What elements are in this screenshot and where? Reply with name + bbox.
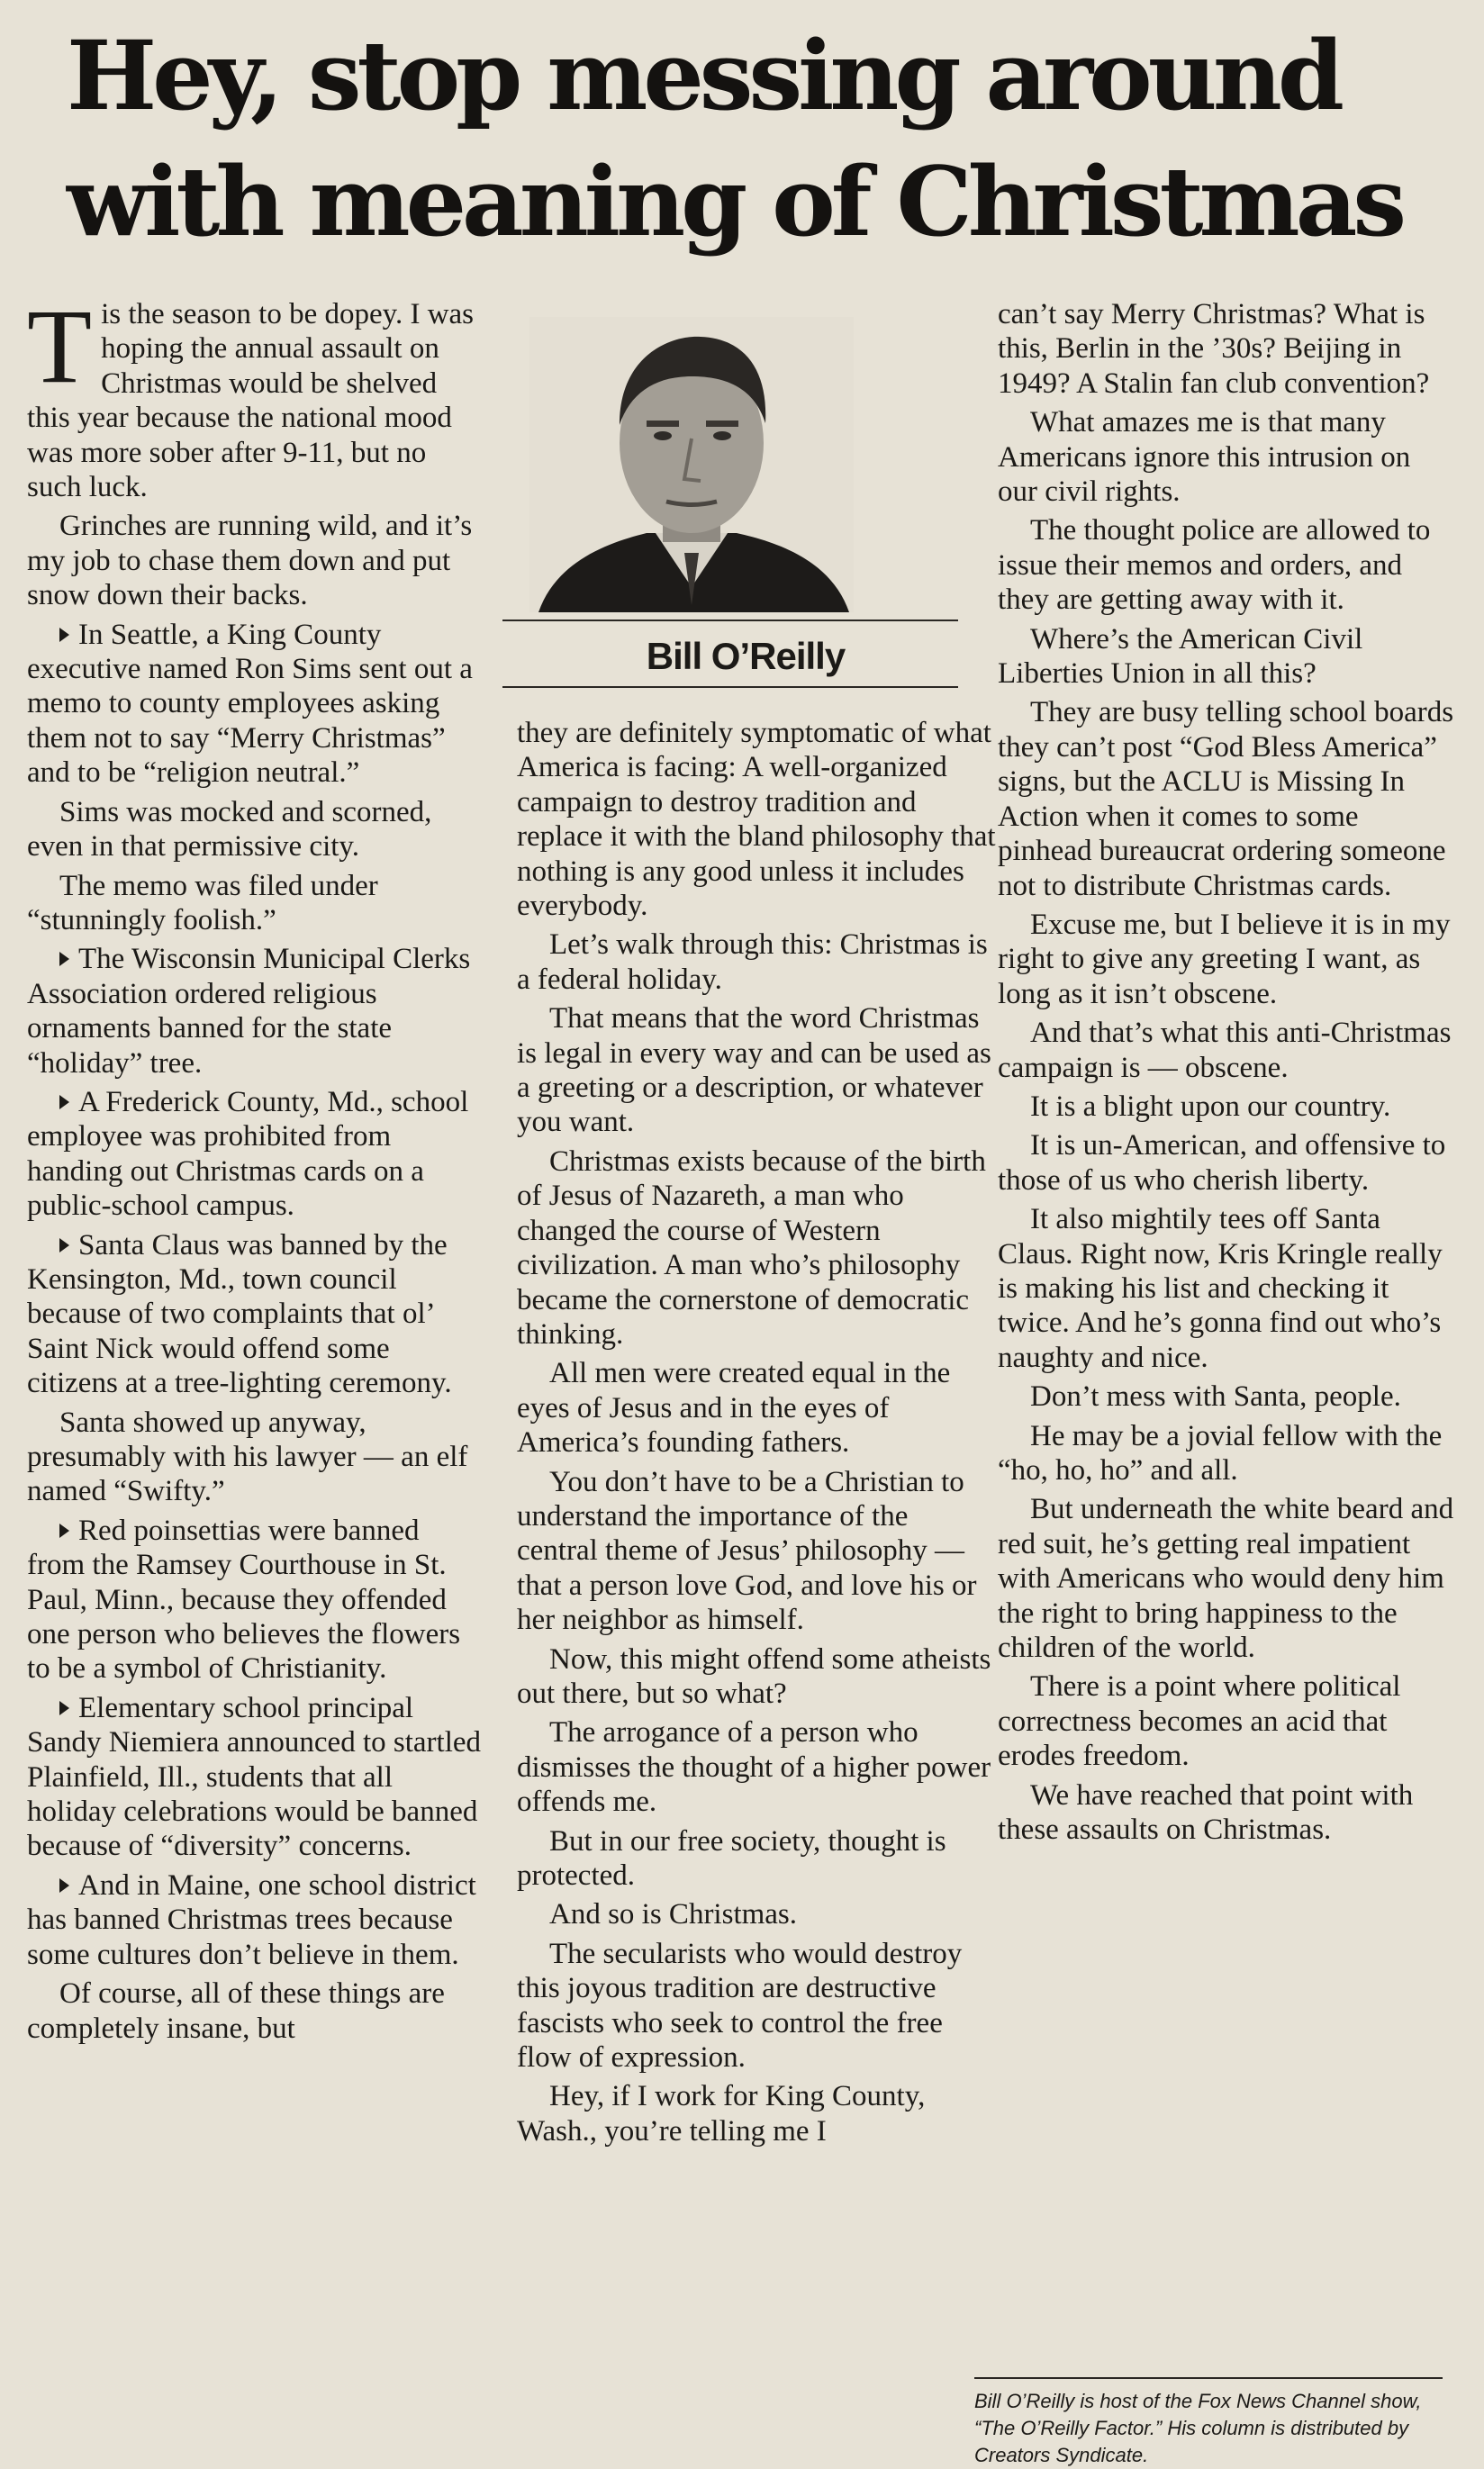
- paragraph: But underneath the white beard and red suit, he’s getting real impatient with Americans who would deny him the right to bring happiness to the children of the world.: [998, 1493, 1454, 1665]
- paragraph: All men were created equal in the eyes of Jesus and in the eyes of America’s founding fathers.: [517, 1357, 951, 1460]
- column-3: [998, 297, 1457, 1851]
- byline-block: [502, 297, 989, 693]
- paragraph: They are busy telling school boards they can’t post “God Bless America” signs, but the ACLU is Missing In Action when it comes to some pinhead bureaucrat ordering someone not to distribute Christmas cards.: [998, 696, 1454, 902]
- byline-rule-bottom: [502, 686, 958, 688]
- paragraph: And so is Christmas.: [549, 1898, 798, 1931]
- paragraph: Tis the season to be dopey. I was hoping the annual assault on Christmas would be shelved this year because the national mood was more sober after 9-11, but no such luck.: [27, 287, 475, 504]
- paragraph: What amazes me is that many Americans ignore this intrusion on our civil rights.: [998, 406, 1411, 509]
- paragraph: they are definitely symptomatic of what America is facing: A well-organized campaign to destroy tradition and replace it with the bland philosophy that nothing is any good unless it includes everybody.: [517, 717, 996, 923]
- paragraph: Don’t mess with Santa, people.: [1030, 1380, 1401, 1414]
- article-body: [27, 287, 1457, 2440]
- paragraph: That means that the word Christmas is legal in every way and can be used as a greeting or a description, or whatever you want.: [517, 1002, 991, 1139]
- paragraph: The memo was filed under “stunningly foolish.”: [27, 869, 378, 936]
- bullet-icon: [59, 628, 69, 642]
- paragraph: The arrogance of a person who dismisses the thought of a higher power offends me.: [517, 1716, 991, 1819]
- bullet-icon: [59, 1095, 69, 1109]
- paragraph: Excuse me, but I believe it is in my right to give any greeting I want, as long as it isn’t obscene.: [998, 908, 1451, 1010]
- headline-line-1: Hey, stop messing around: [67, 19, 1340, 131]
- bullet-icon: [59, 1878, 69, 1893]
- paragraph: Santa showed up anyway, presumably with his lawyer — an elf named “Swifty.”: [27, 1406, 468, 1508]
- bullet-icon: [59, 1524, 69, 1538]
- bullet-icon: [59, 1701, 69, 1715]
- bullet-paragraph: Elementary school principal Sandy Niemiera announced to startled Plainfield, Ill., students that all holiday celebrations would be banned because of “diversity” concerns.: [27, 1691, 482, 1863]
- paragraph: Grinches are running wild, and it’s my job to chase them down and put snow down their backs.: [27, 510, 473, 612]
- byline-rule-top: [502, 620, 958, 621]
- headline: [27, 13, 1457, 265]
- column-1: [27, 287, 483, 2050]
- paragraph: You don’t have to be a Christian to understand the importance of the central theme of Jesus’ philosophy — that a person love God, and love his or her neighbor as himself.: [517, 1465, 977, 1637]
- byline: Bill O’Reilly: [646, 635, 846, 677]
- paragraph: It also mightily tees off Santa Claus. Right now, Kris Kringle really is making his list and checking it twice. And he’s gonna find out who’s naughty and nice.: [998, 1203, 1443, 1374]
- paragraph: Let’s walk through this: Christmas is a federal holiday.: [517, 928, 988, 996]
- paragraph: The secularists who would destroy this joyous tradition are destructive fascists who seek to control the free flow of expression.: [517, 1937, 963, 2075]
- headline-line-2: with meaning of Christmas: [67, 145, 1403, 258]
- paragraph: We have reached that point with these assaults on Christmas.: [998, 1778, 1414, 1847]
- paragraph: There is a point where political correctness becomes an acid that erodes freedom.: [998, 1670, 1401, 1773]
- bullet-paragraph: A Frederick County, Md., school employee was prohibited from handing out Christmas cards on a public-school campus.: [27, 1085, 469, 1223]
- author-tagline: Bill O’Reilly is host of the Fox News Channel show, “The O’Reilly Factor.” His column is distributed by Creators Syndicate.: [974, 2377, 1443, 2469]
- author-portrait-icon: [529, 317, 854, 612]
- author-portrait: [529, 317, 854, 612]
- bullet-paragraph: Red poinsettias were banned from the Ramsey Courthouse in St. Paul, Minn., because they offended one person who believes the flowers to be a symbol of Christianity.: [27, 1514, 461, 1686]
- paragraph: It is un-American, and offensive to those of us who cherish liberty.: [998, 1129, 1446, 1197]
- column-2: [517, 716, 996, 2153]
- bullet-icon: [59, 1238, 69, 1253]
- dropcap: T: [27, 287, 93, 405]
- paragraph: Christmas exists because of the birth of Jesus of Nazareth, a man who changed the course of Western civilization. A man who’s philosophy became the cornerstone of democratic thinking.: [517, 1144, 986, 1351]
- paragraph: It is a blight upon our country.: [1030, 1090, 1391, 1123]
- bullet-paragraph: And in Maine, one school district has banned Christmas trees because some cultures don’t believe in them.: [27, 1868, 476, 1971]
- paragraph: Now, this might offend some atheists out there, but so what?: [517, 1642, 991, 1710]
- paragraph: can’t say Merry Christmas? What is this, Berlin in the ’30s? Beijing in 1949? A Stalin fan club convention?: [998, 298, 1430, 400]
- paragraph: Of course, all of these things are completely insane, but: [27, 1977, 445, 2045]
- paragraph: He may be a jovial fellow with the “ho, ho, ho” and all.: [998, 1419, 1443, 1487]
- bullet-icon: [59, 952, 69, 966]
- bullet-paragraph: Santa Claus was banned by the Kensington, Md., town council because of two complaints that ol’ Saint Nick would offend some citizens at a tree-lighting ceremony.: [27, 1228, 452, 1400]
- paragraph: Hey, if I work for King County, Wash., you’re telling me I: [517, 2080, 926, 2148]
- paragraph: Sims was mocked and scorned, even in that permissive city.: [27, 795, 432, 864]
- bullet-paragraph: The Wisconsin Municipal Clerks Association ordered religious ornaments banned for the state “holiday” tree.: [27, 943, 471, 1080]
- paragraph: But in our free society, thought is protected.: [517, 1824, 946, 1892]
- paragraph: And that’s what this anti-Christmas campaign is — obscene.: [998, 1017, 1452, 1084]
- paragraph: Where’s the American Civil Liberties Union in all this?: [998, 622, 1363, 691]
- bullet-paragraph: In Seattle, a King County executive named Ron Sims sent out a memo to county employees asking them not to say “Merry Christmas” and to be “religion neutral.”: [27, 618, 473, 790]
- paragraph: The thought police are allowed to issue their memos and orders, and they are getting away with it.: [998, 514, 1431, 617]
